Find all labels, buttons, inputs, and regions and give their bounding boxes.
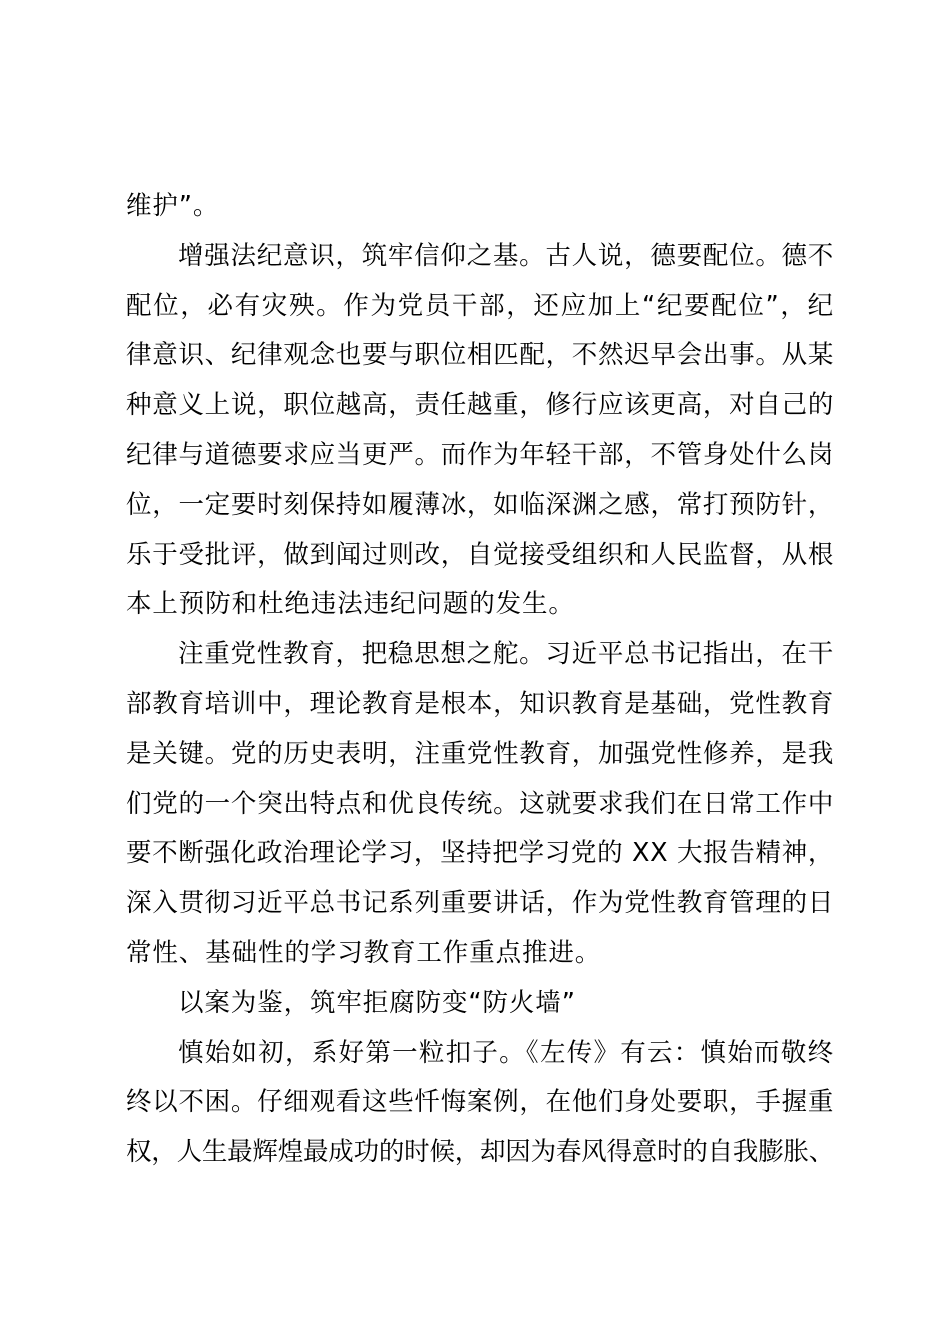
- text-line: 慎始如初，系好第一粒扣子。《左传》有云：慎始而敬终: [178, 1037, 834, 1068]
- text-line: 乐于受批评，做到闻过则改，自觉接受组织和人民监督，从根: [126, 539, 834, 570]
- section-heading: [126, 979, 834, 1029]
- text-line: 纪律与道德要求应当更严。而作为年轻干部，不管身处什么岗: [126, 439, 834, 470]
- text-line: 要不断强化政治理论学习，坚持把学习党的 XX 大报告精神，: [126, 838, 834, 869]
- text-line: 种意义上说，职位越高，责任越重，修行应该更高，对自己的: [126, 390, 834, 421]
- text-line: 本上预防和杜绝违法违纪问题的发生。: [126, 589, 575, 620]
- text-line: 位，一定要时刻保持如履薄冰，如临深渊之感，常打预防针，: [126, 489, 834, 520]
- text-line: 维护”。: [126, 191, 220, 221]
- paragraph-legal-discipline: [126, 232, 834, 630]
- text-line: 律意识、纪律观念也要与职位相匹配，不然迟早会出事。从某: [126, 340, 834, 371]
- text-line: 以案为鉴，筑牢拒腐防变“防火墙”: [178, 987, 576, 1018]
- text-line: 部教育培训中，理论教育是根本，知识教育是基础，党性教育: [126, 688, 834, 719]
- text-line: 深入贯彻习近平总书记系列重要讲话，作为党性教育管理的日: [126, 888, 834, 919]
- paragraph-party-education: [126, 630, 834, 979]
- document-body: [126, 182, 834, 1178]
- text-line: 常性、基础性的学习教育工作重点推进。: [126, 937, 602, 968]
- text-line: 注重党性教育，把稳思想之舵。习近平总书记指出，在干: [178, 639, 834, 670]
- text-line: 权，人生最辉煌最成功的时候，却因为春风得意时的自我膨胀、: [126, 1137, 834, 1168]
- text-line: 们党的一个突出特点和优良传统。这就要求我们在日常工作中: [126, 788, 834, 819]
- text-line: 配位，必有灾殃。作为党员干部，还应加上“纪要配位”，纪: [126, 290, 834, 321]
- text-line: 是关键。党的历史表明，注重党性教育，加强党性修养，是我: [126, 738, 834, 769]
- paragraph-continuation: [126, 182, 834, 232]
- text-line: 增强法纪意识，筑牢信仰之基。古人说，德要配位。德不: [178, 240, 834, 271]
- text-line: 终以不困。仔细观看这些忏悔案例，在他们身处要职，手握重: [126, 1087, 834, 1118]
- paragraph-caution-beginning: [126, 1029, 834, 1178]
